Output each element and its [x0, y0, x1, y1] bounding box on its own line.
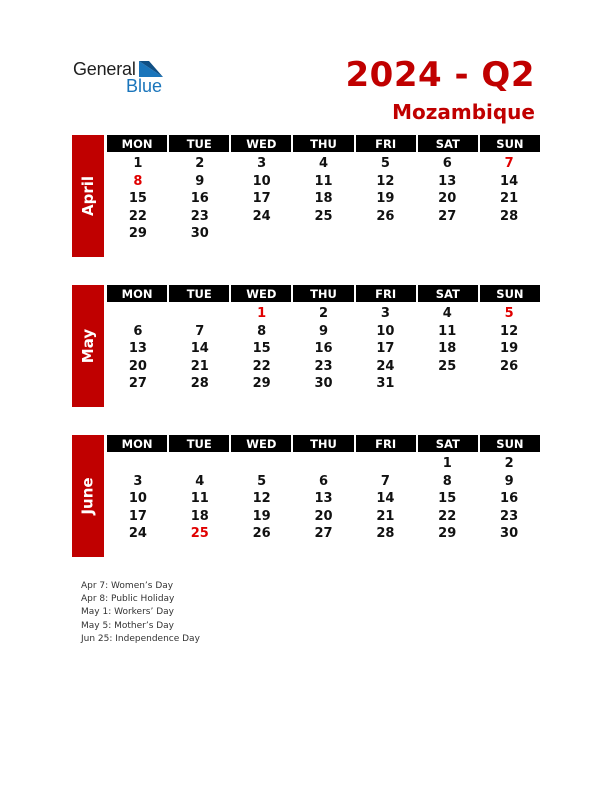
day-cell	[478, 375, 540, 393]
day-cell: 31	[376, 376, 395, 391]
week-row	[107, 173, 540, 191]
day-cell: 26	[252, 526, 271, 541]
weekday-header	[107, 285, 540, 302]
month-band	[72, 135, 104, 257]
day-cell: 30	[500, 526, 519, 541]
day-cell: 8	[257, 323, 267, 339]
day-cell	[169, 305, 231, 323]
day-cell: 1	[133, 156, 143, 171]
day-cell	[169, 455, 231, 473]
day-cell: 4	[442, 306, 452, 321]
day-cell: 14	[190, 341, 209, 356]
weekday-label: THU	[293, 135, 353, 152]
day-cell: 9	[318, 323, 329, 339]
day-cell: 25	[314, 208, 333, 224]
day-cell: 9	[504, 473, 514, 489]
holiday-day-cell: 1	[257, 306, 267, 321]
day-cell: 11	[314, 173, 333, 189]
logo-word-blue: Blue	[126, 76, 163, 96]
day-cell: 14	[376, 491, 395, 506]
week-row	[107, 525, 540, 543]
holiday-note: Apr 8: Public Holiday	[81, 594, 175, 605]
day-cell: 4	[195, 473, 205, 489]
day-cell: 15	[128, 191, 147, 206]
day-cell	[293, 225, 355, 243]
weekday-label: SUN	[480, 135, 540, 152]
month-name: April	[79, 175, 97, 217]
holiday-day-cell: 25	[190, 526, 209, 541]
day-cell: 19	[252, 508, 271, 524]
day-cell	[107, 455, 169, 473]
generalblue-logo	[73, 58, 173, 98]
day-cell	[107, 305, 169, 323]
logo-word-general: General	[73, 59, 136, 79]
day-cell: 13	[314, 491, 333, 506]
day-cell: 23	[500, 508, 519, 524]
day-cell: 20	[438, 191, 457, 206]
day-cell: 3	[257, 156, 267, 171]
holiday-day-cell: 7	[504, 156, 514, 171]
day-cell: 5	[257, 473, 267, 489]
day-cell	[354, 225, 416, 243]
weekday-label: TUE	[169, 135, 229, 152]
day-cell: 2	[195, 156, 205, 171]
day-cell: 27	[438, 208, 457, 224]
day-cell	[231, 455, 293, 473]
day-cell: 22	[438, 508, 457, 524]
logo-flag-icon	[139, 61, 163, 77]
holiday-day-cell: 8	[133, 173, 143, 189]
day-cell: 28	[376, 526, 395, 541]
day-cell: 24	[376, 358, 395, 374]
day-cell: 15	[438, 491, 457, 506]
day-cell: 23	[190, 208, 209, 224]
day-cell: 16	[314, 341, 333, 356]
day-cell: 10	[128, 491, 147, 506]
day-cell: 17	[128, 508, 147, 524]
day-cell: 30	[314, 376, 333, 391]
day-cell: 23	[314, 358, 333, 374]
day-cell: 7	[380, 473, 390, 489]
day-cell: 17	[376, 341, 395, 356]
weekday-label: SAT	[418, 435, 478, 452]
weekday-label: MON	[107, 435, 167, 452]
day-cell: 5	[380, 156, 390, 171]
day-cell: 16	[500, 491, 519, 506]
week-row	[107, 490, 540, 508]
day-cell: 20	[128, 358, 147, 374]
week-row	[107, 508, 540, 526]
day-cell: 22	[252, 358, 271, 374]
weekday-header	[107, 135, 540, 152]
day-cell: 13	[438, 173, 457, 189]
week-row	[107, 305, 540, 323]
day-cell: 29	[252, 376, 271, 391]
day-cell: 28	[500, 208, 519, 224]
day-cell	[416, 225, 478, 243]
day-cell: 19	[500, 341, 519, 356]
day-cell: 16	[190, 191, 209, 206]
day-cell: 18	[314, 191, 333, 206]
day-cell: 11	[190, 491, 209, 506]
day-cell: 20	[314, 508, 333, 524]
day-cell: 10	[376, 323, 395, 339]
day-cell: 26	[500, 358, 519, 374]
day-cell	[231, 225, 293, 243]
day-cell: 28	[190, 376, 209, 391]
country-name: Mozambique	[392, 100, 535, 124]
weekday-label: FRI	[356, 435, 416, 452]
weekday-label: WED	[231, 435, 291, 452]
day-cell: 19	[376, 191, 395, 206]
day-cell: 21	[500, 191, 519, 206]
week-row	[107, 323, 540, 341]
day-cell: 4	[318, 156, 329, 171]
day-cell: 7	[195, 323, 205, 339]
day-cell: 14	[500, 173, 519, 189]
week-row	[107, 340, 540, 358]
weekday-label: THU	[293, 285, 353, 302]
day-cell	[478, 225, 540, 243]
day-cell: 10	[252, 173, 271, 189]
day-cell: 30	[190, 226, 209, 241]
week-row	[107, 208, 540, 226]
week-row	[107, 190, 540, 208]
month-band	[72, 285, 104, 407]
holiday-note: Apr 7: Women’s Day	[81, 581, 174, 591]
day-cell	[416, 375, 478, 393]
weekday-label: FRI	[356, 135, 416, 152]
weekday-label: SUN	[480, 285, 540, 302]
weekday-label: WED	[231, 135, 291, 152]
weekday-label: TUE	[169, 285, 229, 302]
day-cell: 21	[376, 508, 395, 524]
weekday-label: FRI	[356, 285, 416, 302]
weekday-label: THU	[293, 435, 353, 452]
day-cell: 24	[128, 526, 147, 541]
weekday-label: SAT	[418, 135, 478, 152]
day-cell: 2	[504, 456, 514, 471]
day-cell: 8	[442, 473, 452, 489]
day-cell: 15	[252, 341, 271, 356]
day-cell: 6	[318, 473, 329, 489]
day-cell: 12	[500, 323, 519, 339]
week-row	[107, 375, 540, 393]
month-grid	[107, 285, 540, 393]
page-title: 2024 - Q2	[345, 55, 535, 95]
week-row	[107, 455, 540, 473]
day-cell: 21	[190, 358, 209, 374]
weekday-label: WED	[231, 285, 291, 302]
holiday-day-cell: 5	[504, 306, 514, 321]
day-cell: 24	[252, 208, 271, 224]
day-cell: 13	[128, 341, 147, 356]
month-name: May	[79, 328, 97, 364]
month-name: June	[79, 477, 97, 515]
day-cell: 2	[318, 306, 329, 321]
day-cell: 17	[252, 191, 271, 206]
weekday-label: TUE	[169, 435, 229, 452]
day-cell: 27	[314, 526, 333, 541]
weekday-label: SAT	[418, 285, 478, 302]
month-grid	[107, 435, 540, 543]
day-cell: 18	[438, 341, 457, 356]
weekday-header	[107, 435, 540, 452]
day-cell: 3	[380, 306, 390, 321]
month-band	[72, 435, 104, 557]
day-cell: 18	[190, 508, 209, 524]
day-cell: 25	[438, 358, 457, 374]
day-cell: 6	[442, 156, 452, 171]
day-cell: 26	[376, 208, 395, 224]
day-cell: 1	[442, 456, 452, 471]
weekday-label: MON	[107, 285, 167, 302]
week-row	[107, 358, 540, 376]
day-cell: 27	[128, 376, 147, 391]
day-cell: 6	[133, 323, 143, 339]
day-cell: 3	[133, 473, 143, 489]
day-cell: 12	[252, 491, 271, 506]
day-cell: 12	[376, 173, 395, 189]
day-cell	[293, 455, 355, 473]
day-cell: 9	[195, 173, 205, 189]
week-row	[107, 473, 540, 491]
week-row	[107, 155, 540, 173]
week-row	[107, 225, 540, 243]
holiday-note: May 1: Workers’ Day	[81, 607, 174, 618]
holiday-note: Jun 25: Independence Day	[81, 633, 200, 644]
holiday-list	[81, 580, 200, 646]
day-cell: 22	[128, 208, 147, 224]
month-grid	[107, 135, 540, 243]
day-cell: 11	[438, 323, 457, 339]
day-cell: 29	[438, 526, 457, 541]
weekday-label: MON	[107, 135, 167, 152]
day-cell	[354, 455, 416, 473]
day-cell: 29	[128, 226, 147, 241]
holiday-note: May 5: Mother’s Day	[81, 620, 175, 631]
weekday-label: SUN	[480, 435, 540, 452]
